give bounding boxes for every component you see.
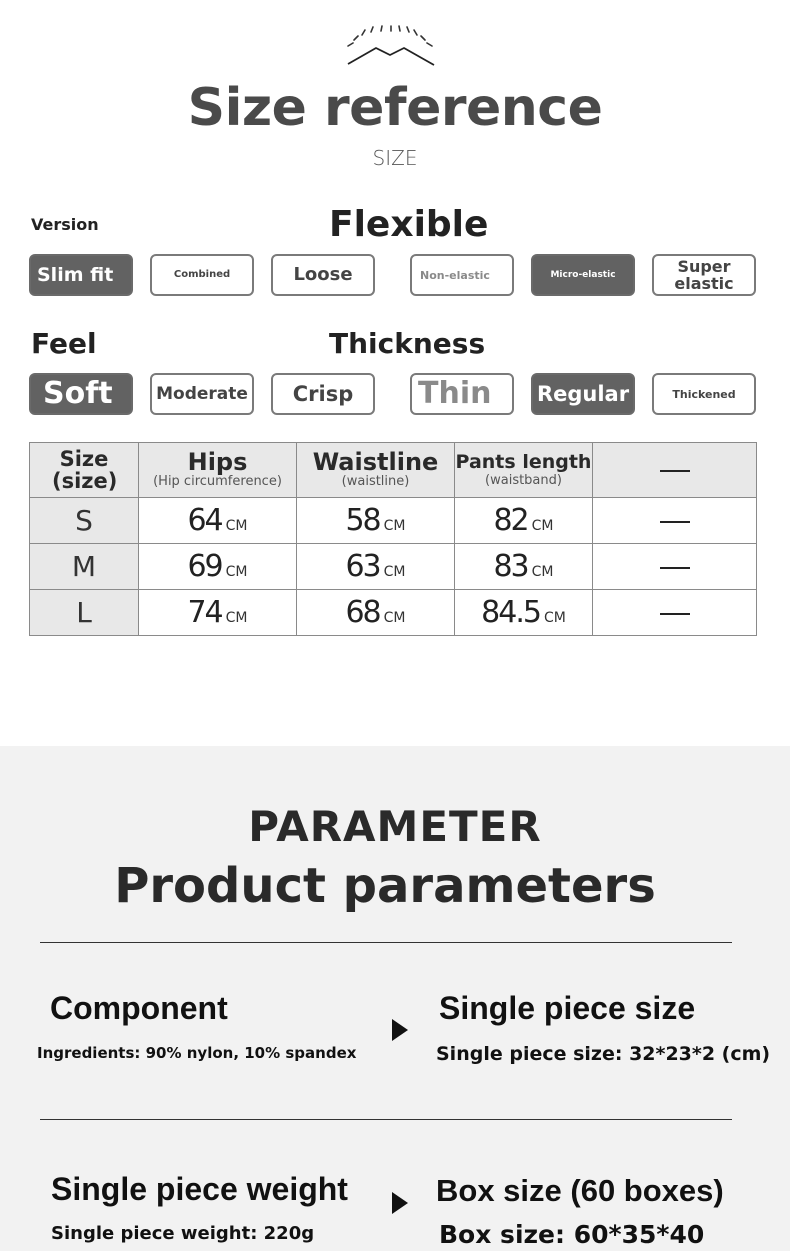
waist-cell: 58 CM [297, 498, 455, 544]
flexible-label: Flexible [329, 204, 489, 245]
parameter-section [0, 746, 790, 1251]
dash-mark [660, 521, 690, 523]
waist-cell: 63 CM [297, 544, 455, 590]
box-size-heading: Box size (60 boxes) [436, 1173, 724, 1208]
thickness-option-thin[interactable]: Thin [410, 373, 514, 415]
length-cell: 83 CM [455, 544, 593, 590]
size-cell: S [30, 498, 139, 544]
length-cell: 84.5 CM [455, 590, 593, 636]
piece-size-heading: Single piece size [439, 990, 696, 1026]
feel-option-moderate[interactable]: Moderate [150, 373, 254, 415]
component-heading: Component [50, 990, 228, 1026]
feel-option-soft[interactable]: Soft [29, 373, 133, 415]
table-row [30, 544, 757, 590]
version-option-slim-fit[interactable]: Slim fit [29, 254, 133, 296]
blank-cell [593, 544, 757, 590]
piece-weight-heading: Single piece weight [51, 1171, 348, 1207]
divider [40, 942, 732, 943]
page-subtitle: SIZE [372, 146, 418, 170]
table-row [30, 498, 757, 544]
piece-size-value: Single piece size: 32*23*2 (cm) [436, 1043, 771, 1065]
thickness-option-regular[interactable]: Regular [531, 373, 635, 415]
parameter-title: PARAMETER [248, 802, 542, 851]
header-blank [593, 443, 757, 498]
box-size-value: Box size: 60*35*40 [439, 1220, 705, 1249]
flexible-option-micro-elastic[interactable]: Micro-elastic [531, 254, 635, 296]
feel-option-crisp[interactable]: Crisp [271, 373, 375, 415]
size-cell: L [30, 590, 139, 636]
waist-cell: 68 CM [297, 590, 455, 636]
parameter-subtitle: Product parameters [114, 858, 656, 914]
piece-weight-value: Single piece weight: 220g [51, 1223, 315, 1244]
dash-mark [660, 567, 690, 569]
sunrise-mountain-logo-icon [340, 22, 440, 70]
blank-cell [593, 590, 757, 636]
table-row [30, 590, 757, 636]
arrow-right-icon [392, 1019, 408, 1041]
feel-label: Feel [31, 327, 97, 360]
header-pants-length: Pants length (waistband) [455, 443, 593, 498]
thickness-label: Thickness [329, 327, 486, 360]
arrow-right-icon [392, 1192, 408, 1214]
blank-cell [593, 498, 757, 544]
size-cell: M [30, 544, 139, 590]
version-label: Version [31, 215, 99, 234]
hips-cell: 74 CM [139, 590, 297, 636]
version-option-combined[interactable]: Combined [150, 254, 254, 296]
header-hips: Hips (Hip circumference) [139, 443, 297, 498]
component-value: Ingredients: 90% nylon, 10% spandex [37, 1044, 357, 1062]
dash-mark [660, 613, 690, 615]
length-cell: 82 CM [455, 498, 593, 544]
size-table-header-row [30, 443, 757, 498]
version-option-loose[interactable]: Loose [271, 254, 375, 296]
dash-mark [660, 470, 690, 472]
header-waistline: Waistline (waistline) [297, 443, 455, 498]
size-table [29, 442, 757, 636]
divider [40, 1119, 732, 1120]
page-title: Size reference [187, 78, 603, 138]
hips-cell: 69 CM [139, 544, 297, 590]
flexible-option-super-elastic[interactable]: Super elastic [652, 254, 756, 296]
header-size: Size (size) [30, 443, 139, 498]
hips-cell: 64 CM [139, 498, 297, 544]
flexible-option-non-elastic[interactable]: Non-elastic [410, 254, 514, 296]
thickness-option-thickened[interactable]: Thickened [652, 373, 756, 415]
